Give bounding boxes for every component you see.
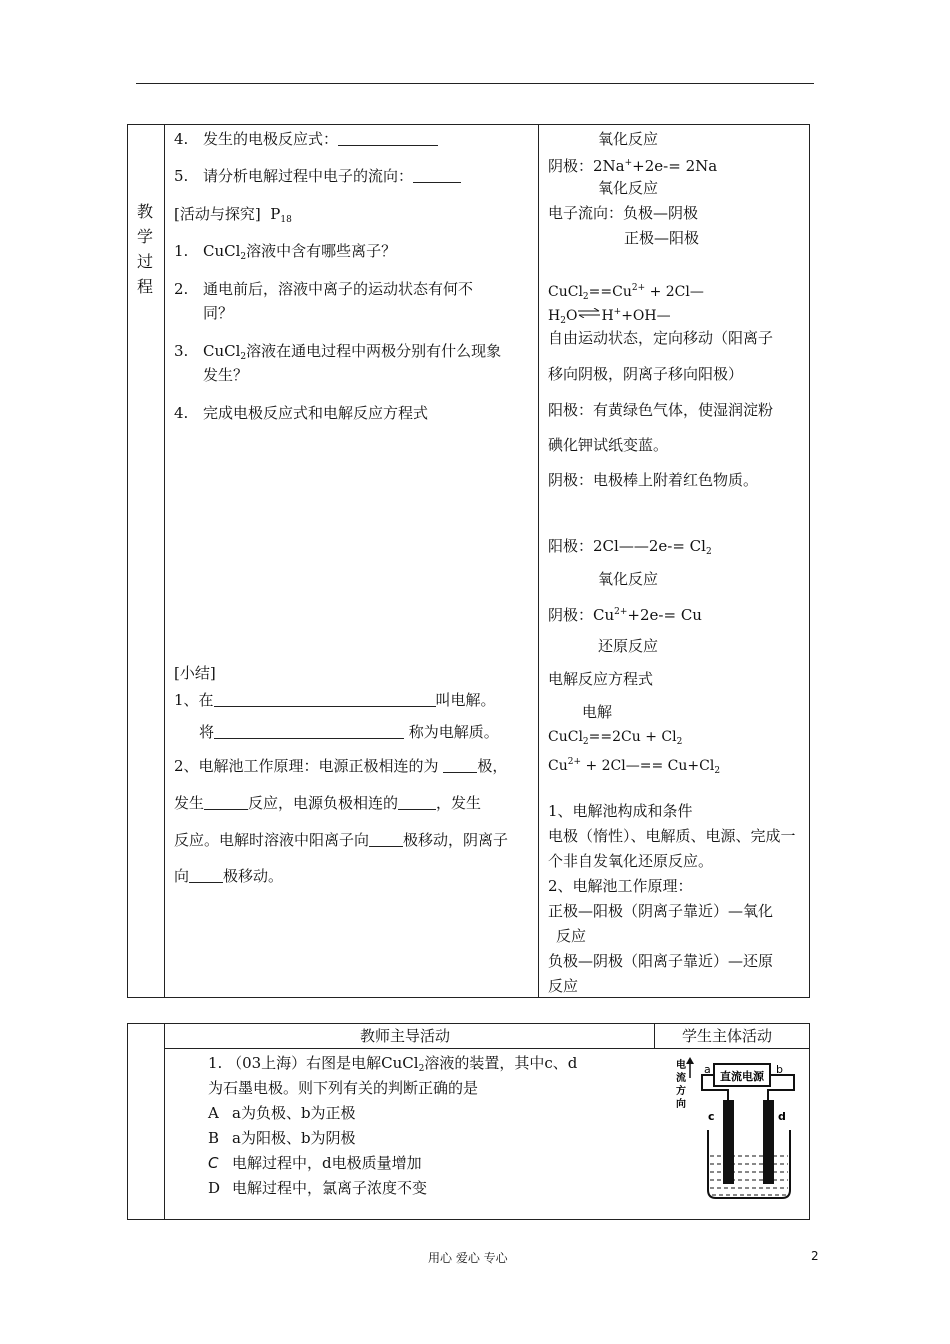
answer-blank[interactable] xyxy=(369,832,403,847)
option-a[interactable]: a为负极、b为正极 xyxy=(232,1104,356,1122)
right-line-5: 正极—阳极 xyxy=(624,229,700,247)
right-line-1: 氧化反应 xyxy=(598,130,659,148)
equilibrium-arrow-icon xyxy=(577,308,601,318)
page-number: 2 xyxy=(811,1249,819,1263)
right-line-11: 碘化钾试纸变蓝。 xyxy=(548,436,669,454)
right-line-13: 阳极：2Cl——2e-= $Cl_2$ xyxy=(548,537,712,557)
right-line-19: CuCl$_2$==2Cu + $Cl_2$ xyxy=(548,729,683,747)
right-line-22: 电极（惰性）、电解质、电源、完成一 xyxy=(548,827,796,845)
summary-1-line1: 1、在 叫电解。 xyxy=(174,691,496,709)
right-line-6: $CuCl_2==Cu^{2+}$ + 2Cl— xyxy=(548,283,704,302)
question-4: 发生的电极反应式： xyxy=(203,129,438,149)
right-line-28: 反应 xyxy=(548,977,579,995)
question-5-label: 5. xyxy=(174,167,189,185)
right-line-18: 电解 xyxy=(582,703,613,721)
section-label-2: 学 xyxy=(137,227,154,246)
electrode-d xyxy=(763,1100,774,1184)
answer-blank[interactable] xyxy=(214,692,436,707)
activity-q2-line2: 同？ xyxy=(203,304,234,322)
activity-q3-line1: CuCl$_2$溶液在通电过程中两极分别有什么现象 xyxy=(203,342,502,362)
activity-q2-label: 2. xyxy=(174,280,189,298)
activity-q4-label: 4. xyxy=(174,404,189,422)
option-d-label: D xyxy=(208,1179,221,1197)
electrode-c xyxy=(723,1100,734,1184)
right-line-12: 阴极：电极棒上附着红色物质。 xyxy=(548,471,759,489)
option-c-label: C xyxy=(208,1154,219,1172)
right-line-25: 正极—阳极（阴离子靠近）—氧化 xyxy=(548,902,774,920)
right-line-16: 还原反应 xyxy=(598,637,659,655)
terminal-a-label: a xyxy=(704,1063,711,1076)
right-line-2: 阴极：2Na++2e-= 2Na xyxy=(548,157,718,175)
current-direction-char-1: 电 xyxy=(676,1060,686,1071)
right-line-8: 自由运动状态，定向移动（阳离子 xyxy=(548,329,774,347)
electrode-c-label: c xyxy=(708,1110,715,1123)
right-line-3: 氧化反应 xyxy=(598,179,659,197)
section-label-3: 过 xyxy=(137,252,154,271)
right-line-26: 反应 xyxy=(556,927,587,945)
activity-q4: 完成电极反应式和电解反应方程式 xyxy=(203,404,429,422)
question-4-label: 4. xyxy=(174,130,189,148)
summary-2-line4: 向 极移动。 xyxy=(174,867,284,885)
option-b[interactable]: a为阳极、b为阴极 xyxy=(232,1129,356,1147)
option-a-label: A xyxy=(208,1104,219,1122)
right-line-27: 负极—阴极（阳离子靠近）—还原 xyxy=(548,952,774,970)
exercise-question-line2: 为石墨电极。则下列有关的判断正确的是 xyxy=(208,1079,479,1097)
footer-slogan: 用心 爱心 专心 xyxy=(428,1251,508,1265)
activity-q1: CuCl$_2$溶液中含有哪些离子？ xyxy=(203,242,397,262)
summary-title: [小结] xyxy=(174,664,216,682)
header-rule xyxy=(136,83,814,84)
power-supply-label: 直流电源 xyxy=(720,1070,764,1083)
header-teacher: 教师主导活动 xyxy=(360,1027,451,1045)
answer-blank[interactable] xyxy=(189,868,223,883)
answer-blank[interactable] xyxy=(204,795,248,810)
right-line-20: $Cu^{2+}$ + 2Cl—== $Cu+Cl_2$ xyxy=(548,757,721,776)
summary-1-line2: 将 称为电解质。 xyxy=(199,723,499,741)
option-d[interactable]: 电解过程中，氯离子浓度不变 xyxy=(232,1179,428,1197)
current-direction-char-2: 流 xyxy=(676,1073,686,1084)
electrode-d-label: d xyxy=(778,1110,786,1123)
right-line-15: 阴极：$Cu^{2+}+2e-= Cu$ xyxy=(548,606,702,624)
current-direction-char-3: 方 xyxy=(676,1086,686,1097)
option-b-label: B xyxy=(208,1129,220,1147)
electrolysis-apparatus-figure xyxy=(670,1056,800,1202)
right-line-4: 电子流向：负极—阴极 xyxy=(548,204,699,222)
question-5: 请分析电解过程中电子的流向： xyxy=(203,166,461,186)
right-line-10: 阳极：有黄绿色气体，使湿润淀粉 xyxy=(548,401,774,419)
terminal-b-label: b xyxy=(776,1063,783,1076)
answer-blank[interactable] xyxy=(214,724,404,739)
summary-2-line2: 发生 反应，电源负极相连的 ，发生 xyxy=(174,794,482,812)
activity-q3-label: 3. xyxy=(174,342,189,360)
right-line-7: $H_2O$ H++OH— xyxy=(548,307,671,326)
answer-blank[interactable] xyxy=(443,758,477,773)
answer-blank[interactable] xyxy=(413,168,461,183)
activity-q1-label: 1. xyxy=(174,242,189,260)
activity-title: [活动与探究] $P_{18}$ xyxy=(174,205,292,225)
right-line-14: 氧化反应 xyxy=(598,570,659,588)
right-line-23: 个非自发氧化还原反应。 xyxy=(548,852,714,870)
table-divider-left xyxy=(164,124,165,998)
answer-blank[interactable] xyxy=(338,131,438,146)
current-direction-char-4: 向 xyxy=(676,1099,686,1110)
right-line-17: 电解反应方程式 xyxy=(548,670,654,688)
section-label-1: 教 xyxy=(137,202,154,221)
option-c[interactable]: 电解过程中，d电极质量增加 xyxy=(232,1154,422,1172)
activity-q2-line1: 通电前后，溶液中离子的运动状态有何不 xyxy=(203,280,474,298)
exercise-divider-right xyxy=(654,1023,655,1048)
answer-blank[interactable] xyxy=(398,795,436,810)
section-label-4: 程 xyxy=(137,277,154,296)
header-student: 学生主体活动 xyxy=(682,1027,773,1045)
exercise-header-rule xyxy=(164,1048,810,1049)
right-line-9: 移向阴极，阴离子移向阳极） xyxy=(548,365,744,383)
exercise-divider-left xyxy=(164,1023,165,1220)
summary-2-line1: 2、电解池工作原理：电源正极相连的为 极， xyxy=(174,757,508,775)
exercise-question-line1: 1. （03上海）右图是电解CuCl$_2$溶液的装置，其中c、d xyxy=(208,1054,578,1074)
activity-q3-line2: 发生？ xyxy=(203,366,249,384)
summary-2-line3: 反应。电解时溶液中阳离子向 极移动，阴离子 xyxy=(174,831,509,849)
right-line-24: 2、电解池工作原理： xyxy=(548,877,693,895)
right-line-21: 1、电解池构成和条件 xyxy=(548,802,693,820)
current-arrow-icon xyxy=(686,1057,694,1078)
solution xyxy=(710,1156,788,1195)
table-divider-right xyxy=(538,124,539,998)
